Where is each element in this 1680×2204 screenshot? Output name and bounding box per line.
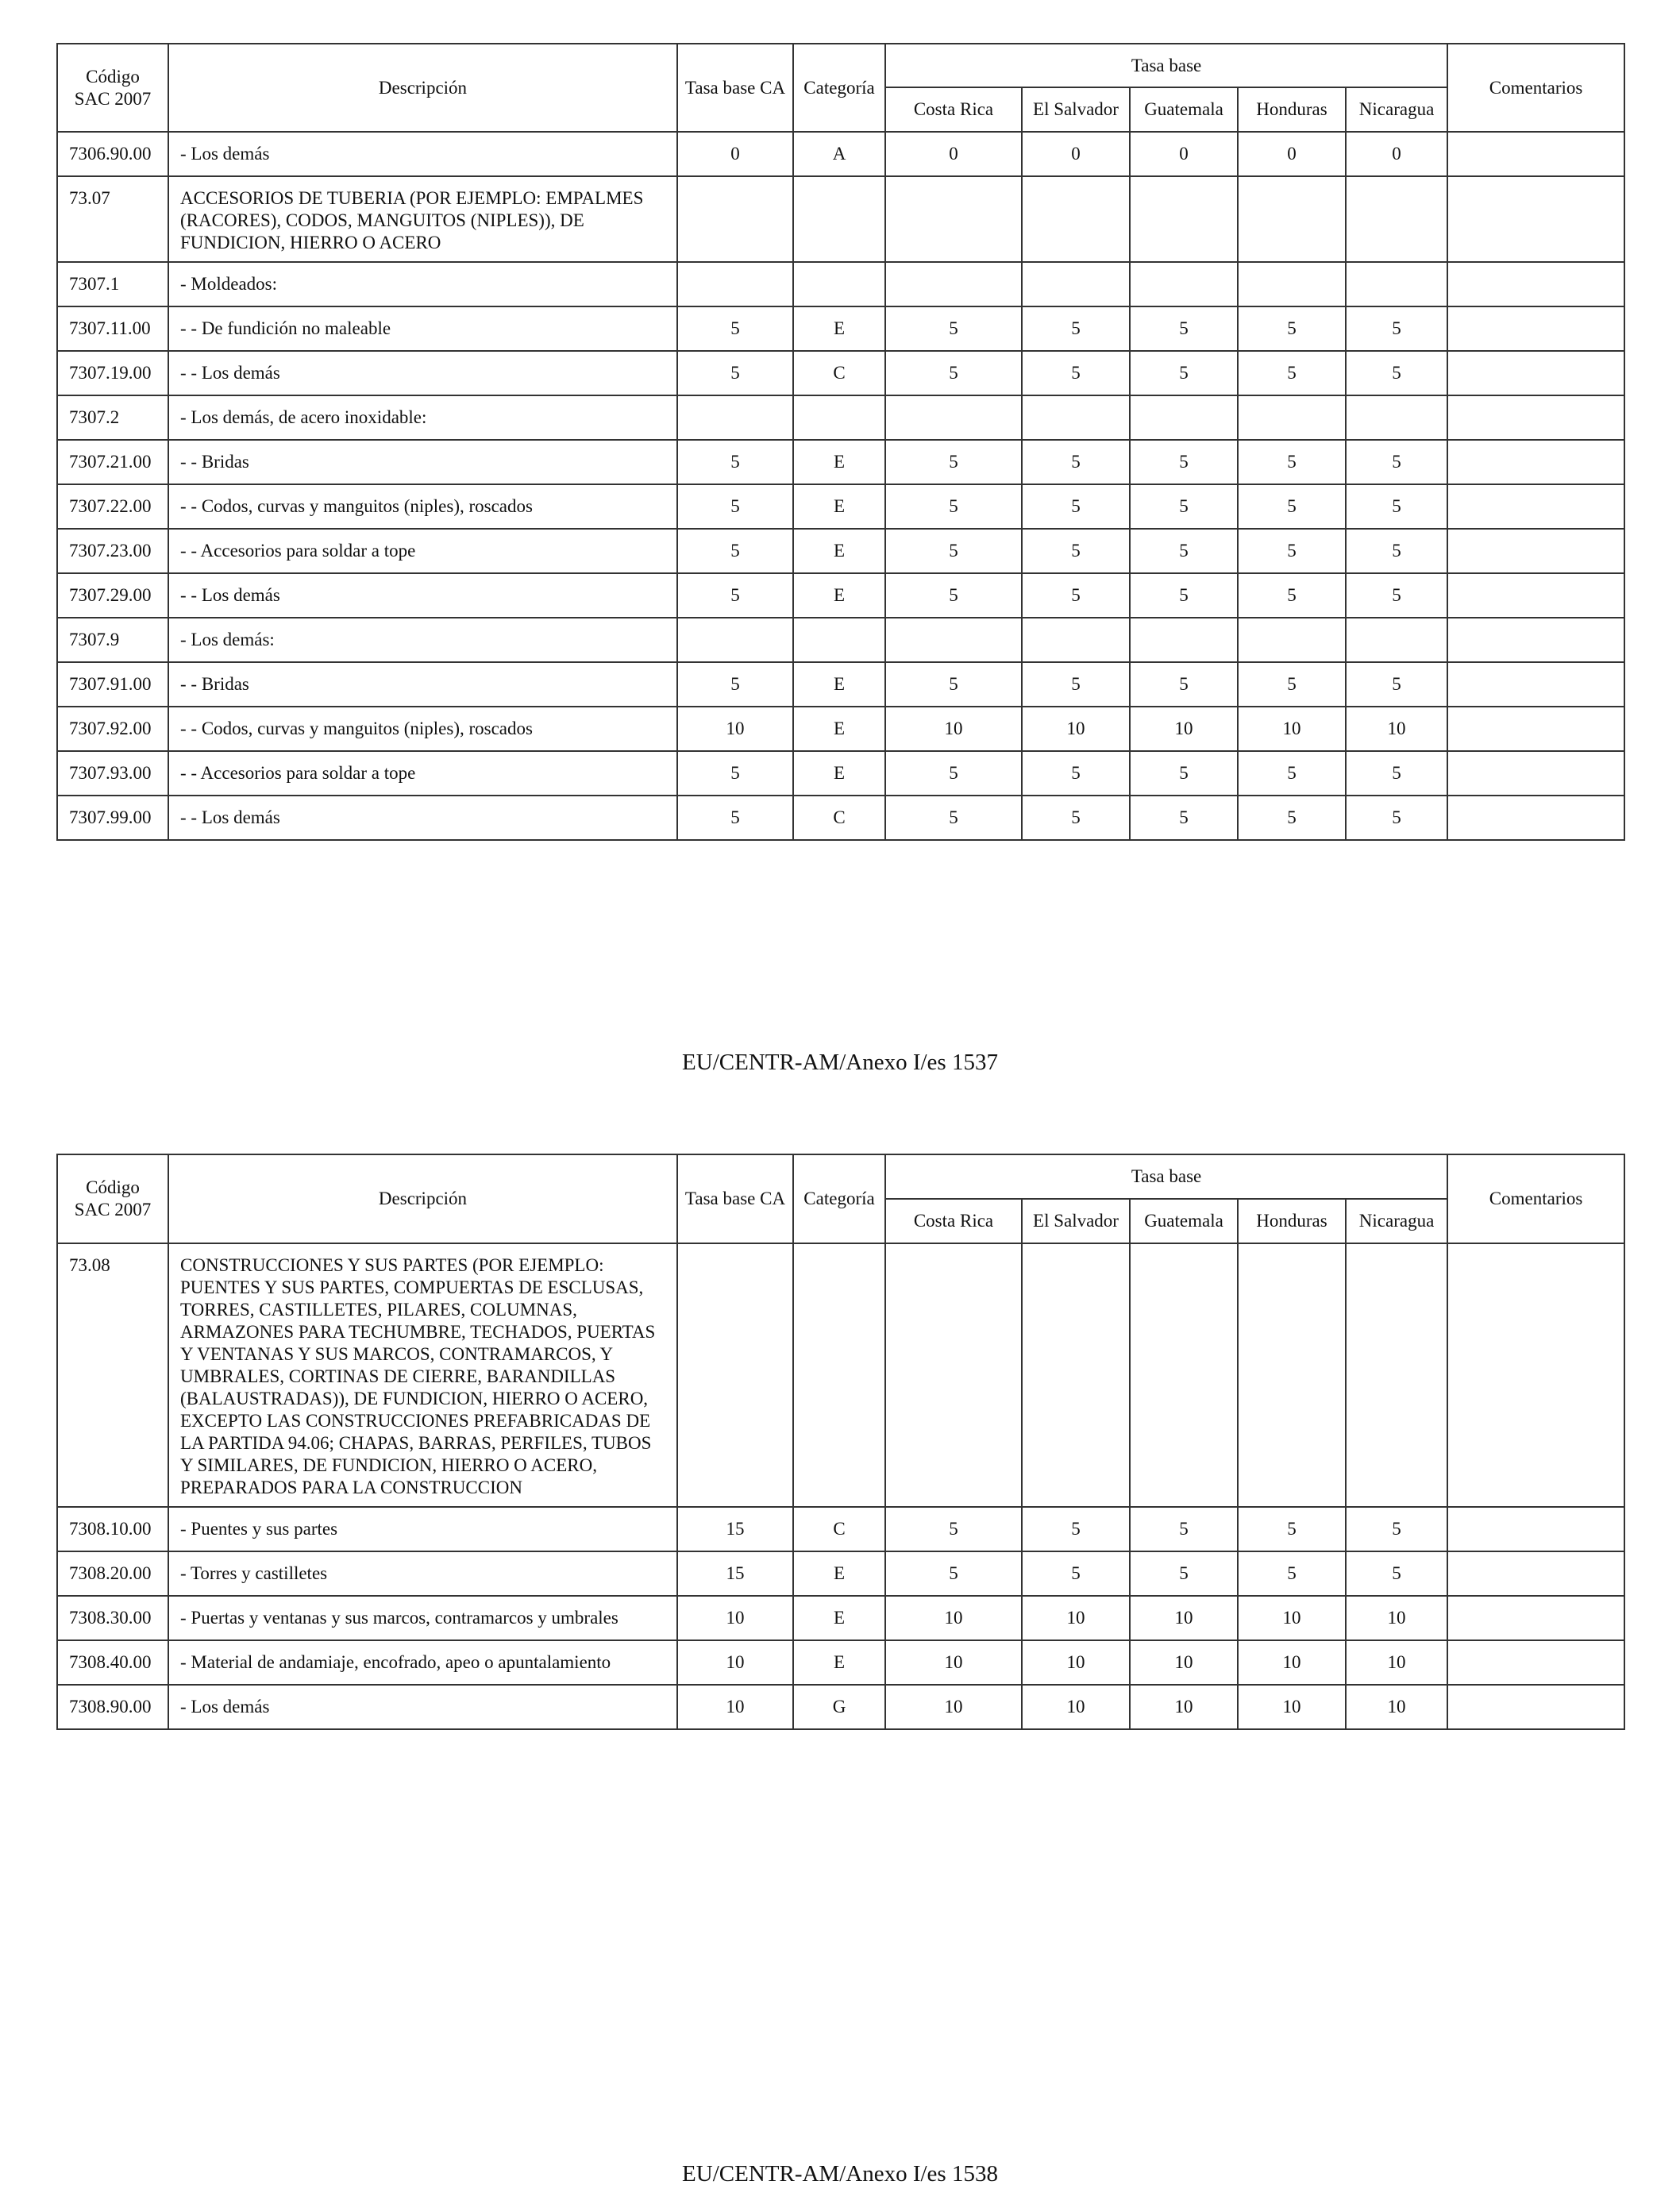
rate-cell-el-salvador: 5 [1022, 529, 1130, 573]
rate-cell-costa-rica: 5 [885, 440, 1022, 484]
tariff-code: 7307.21.00 [57, 440, 168, 484]
table-row [57, 573, 1624, 618]
rate-cell-honduras: 5 [1238, 662, 1346, 707]
category-cell: E [793, 573, 885, 618]
rate-cell-nicaragua [1346, 262, 1447, 306]
category-cell: E [793, 529, 885, 573]
rate-cell-honduras: 0 [1238, 132, 1346, 176]
rate-cell-el-salvador: 10 [1022, 707, 1130, 751]
description-cell: - Los demás [168, 132, 677, 176]
rate-cell-el-salvador: 5 [1022, 751, 1130, 796]
base-rate-ca-cell: 5 [677, 529, 793, 573]
base-rate-ca-cell: 0 [677, 132, 793, 176]
base-rate-ca-cell: 5 [677, 484, 793, 529]
tariff-code: 73.07 [57, 176, 168, 262]
comments-cell [1447, 529, 1624, 573]
rate-cell-costa-rica: 10 [885, 1640, 1022, 1685]
rate-cell-el-salvador: 0 [1022, 132, 1130, 176]
col-header-country: Nicaragua [1346, 87, 1447, 132]
table-row [57, 529, 1624, 573]
rate-cell-guatemala: 0 [1130, 132, 1238, 176]
col-header-code: Código SAC 2007 [57, 1154, 168, 1243]
rate-cell-honduras: 10 [1238, 1685, 1346, 1729]
description-cell: - Torres y castilletes [168, 1551, 677, 1596]
col-header-country: Honduras [1238, 1199, 1346, 1243]
rate-cell-guatemala: 5 [1130, 751, 1238, 796]
rate-cell-guatemala [1130, 1243, 1238, 1507]
rate-cell-costa-rica [885, 618, 1022, 662]
col-header-base-rate: Tasa base [885, 1154, 1447, 1199]
base-rate-ca-cell: 5 [677, 351, 793, 395]
rate-cell-honduras [1238, 618, 1346, 662]
rate-cell-honduras [1238, 1243, 1346, 1507]
rate-cell-nicaragua: 5 [1346, 484, 1447, 529]
rate-cell-honduras: 5 [1238, 751, 1346, 796]
rate-cell-nicaragua [1346, 176, 1447, 262]
description-cell: - Los demás [168, 1685, 677, 1729]
rate-cell-guatemala [1130, 176, 1238, 262]
category-cell: E [793, 707, 885, 751]
tariff-code: 7308.90.00 [57, 1685, 168, 1729]
rate-cell-nicaragua: 5 [1346, 751, 1447, 796]
table-row [57, 796, 1624, 840]
comments-cell [1447, 306, 1624, 351]
table-row [57, 306, 1624, 351]
tariff-code: 7307.19.00 [57, 351, 168, 395]
rate-cell-el-salvador: 5 [1022, 662, 1130, 707]
rate-cell-el-salvador: 5 [1022, 484, 1130, 529]
table-row [57, 262, 1624, 306]
rate-cell-costa-rica: 0 [885, 132, 1022, 176]
base-rate-ca-cell: 10 [677, 707, 793, 751]
col-header-category: Categoría [793, 44, 885, 132]
comments-cell [1447, 484, 1624, 529]
col-header-country: Guatemala [1130, 1199, 1238, 1243]
tariff-code: 7306.90.00 [57, 132, 168, 176]
rate-cell-nicaragua [1346, 618, 1447, 662]
rate-cell-nicaragua [1346, 1243, 1447, 1507]
base-rate-ca-cell [677, 395, 793, 440]
description-cell: - Moldeados: [168, 262, 677, 306]
description-cell: - Puertas y ventanas y sus marcos, contramarcos y umbrales [168, 1596, 677, 1640]
tariff-table-1538 [56, 1154, 1625, 1730]
base-rate-ca-cell: 5 [677, 662, 793, 707]
rate-cell-nicaragua: 5 [1346, 662, 1447, 707]
rate-cell-nicaragua: 5 [1346, 351, 1447, 395]
tariff-code: 7307.2 [57, 395, 168, 440]
rate-cell-costa-rica: 10 [885, 707, 1022, 751]
tariff-code: 7307.1 [57, 262, 168, 306]
col-header-base-rate: Tasa base [885, 44, 1447, 87]
page-footer: EU/CENTR-AM/Anexo I/es 1537 [682, 1050, 998, 1075]
rate-cell-costa-rica: 5 [885, 1551, 1022, 1596]
rate-cell-el-salvador: 10 [1022, 1640, 1130, 1685]
category-cell [793, 618, 885, 662]
tariff-code: 7307.11.00 [57, 306, 168, 351]
col-header-description: Descripción [168, 1154, 677, 1243]
comments-cell [1447, 351, 1624, 395]
comments-cell [1447, 618, 1624, 662]
tariff-code: 7308.10.00 [57, 1507, 168, 1551]
comments-cell [1447, 1243, 1624, 1507]
rate-cell-guatemala [1130, 395, 1238, 440]
table-row [57, 1243, 1624, 1507]
table-row [57, 1551, 1624, 1596]
category-cell: E [793, 1596, 885, 1640]
category-cell: C [793, 796, 885, 840]
tariff-code: 7307.91.00 [57, 662, 168, 707]
rate-cell-nicaragua: 10 [1346, 1596, 1447, 1640]
table-row [57, 484, 1624, 529]
comments-cell [1447, 662, 1624, 707]
rate-cell-costa-rica: 5 [885, 662, 1022, 707]
base-rate-ca-cell: 15 [677, 1551, 793, 1596]
description-cell: - Material de andamiaje, encofrado, apeo o apuntalamiento [168, 1640, 677, 1685]
base-rate-ca-cell [677, 176, 793, 262]
category-cell [793, 176, 885, 262]
rate-cell-guatemala: 10 [1130, 1596, 1238, 1640]
rate-cell-el-salvador: 10 [1022, 1685, 1130, 1729]
category-cell: E [793, 751, 885, 796]
description-cell: - - Accesorios para soldar a tope [168, 751, 677, 796]
col-header-country: Costa Rica [885, 1199, 1022, 1243]
rate-cell-nicaragua: 10 [1346, 1640, 1447, 1685]
col-header-base-rate-ca: Tasa base CA [677, 44, 793, 132]
table-row [57, 395, 1624, 440]
category-cell: E [793, 1551, 885, 1596]
rate-cell-guatemala: 5 [1130, 484, 1238, 529]
col-header-base-rate-ca: Tasa base CA [677, 1154, 793, 1243]
comments-cell [1447, 176, 1624, 262]
category-cell: C [793, 1507, 885, 1551]
category-cell: E [793, 306, 885, 351]
table-row [57, 707, 1624, 751]
rate-cell-honduras: 10 [1238, 1596, 1346, 1640]
rate-cell-nicaragua: 5 [1346, 573, 1447, 618]
rate-cell-costa-rica: 5 [885, 484, 1022, 529]
col-header-country: Costa Rica [885, 87, 1022, 132]
tariff-code: 73.08 [57, 1243, 168, 1507]
comments-cell [1447, 796, 1624, 840]
rate-cell-honduras: 5 [1238, 1551, 1346, 1596]
description-cell: - - Codos, curvas y manguitos (niples), roscados [168, 707, 677, 751]
table-row [57, 1640, 1624, 1685]
page-footer: EU/CENTR-AM/Anexo I/es 1538 [682, 2161, 998, 2187]
rate-cell-costa-rica: 5 [885, 306, 1022, 351]
col-header-category: Categoría [793, 1154, 885, 1243]
tariff-code: 7308.30.00 [57, 1596, 168, 1640]
col-header-comments: Comentarios [1447, 1154, 1624, 1243]
col-header-code: Código SAC 2007 [57, 44, 168, 132]
rate-cell-guatemala: 5 [1130, 1551, 1238, 1596]
description-cell: - - Bridas [168, 440, 677, 484]
rate-cell-el-salvador: 5 [1022, 1507, 1130, 1551]
rate-cell-guatemala: 5 [1130, 796, 1238, 840]
table-row [57, 1685, 1624, 1729]
description-cell: - Puentes y sus partes [168, 1507, 677, 1551]
rate-cell-honduras [1238, 262, 1346, 306]
base-rate-ca-cell: 5 [677, 796, 793, 840]
base-rate-ca-cell [677, 618, 793, 662]
comments-cell [1447, 132, 1624, 176]
description-cell: CONSTRUCCIONES Y SUS PARTES (POR EJEMPLO: PUENTES Y SUS PARTES, COMPUERTAS DE ESCLUSAS, TORRES, CASTILLETES, PILARES, COLUMNAS, ARMAZONES PARA TECHUMBRE, TECHADOS, PUERTAS Y VENTANAS Y SUS MARCOS, CONTRAMARCOS, Y UMBRALES, CORTINAS DE CIERRE, BARANDILLAS (BALAUSTRADAS)), DE FUNDICION, HIERRO O ACERO, EXCEPTO LAS CONSTRUCCIONES PREFABRICADAS DE LA PARTIDA 94.06; CHAPAS, BARRAS, PERFILES, TUBOS Y SIMILARES, DE FUNDICION, HIERRO O ACERO, PREPARADOS PARA LA CONSTRUCCION [168, 1243, 677, 1507]
rate-cell-el-salvador [1022, 395, 1130, 440]
rate-cell-guatemala: 10 [1130, 1685, 1238, 1729]
rate-cell-honduras [1238, 395, 1346, 440]
base-rate-ca-cell: 5 [677, 306, 793, 351]
col-header-country: El Salvador [1022, 1199, 1130, 1243]
comments-cell [1447, 1507, 1624, 1551]
rate-cell-honduras [1238, 176, 1346, 262]
rate-cell-costa-rica: 10 [885, 1685, 1022, 1729]
table-row [57, 176, 1624, 262]
comments-cell [1447, 1685, 1624, 1729]
table-row [57, 618, 1624, 662]
col-header-country: Nicaragua [1346, 1199, 1447, 1243]
rate-cell-nicaragua: 5 [1346, 1507, 1447, 1551]
category-cell: G [793, 1685, 885, 1729]
tariff-code: 7307.99.00 [57, 796, 168, 840]
tariff-code: 7307.22.00 [57, 484, 168, 529]
base-rate-ca-cell: 5 [677, 573, 793, 618]
tariff-code: 7307.93.00 [57, 751, 168, 796]
rate-cell-nicaragua: 5 [1346, 529, 1447, 573]
rate-cell-el-salvador: 5 [1022, 351, 1130, 395]
description-cell: - - Los demás [168, 573, 677, 618]
rate-cell-costa-rica: 5 [885, 751, 1022, 796]
rate-cell-costa-rica: 5 [885, 351, 1022, 395]
comments-cell [1447, 1596, 1624, 1640]
rate-cell-costa-rica: 10 [885, 1596, 1022, 1640]
rate-cell-costa-rica: 5 [885, 529, 1022, 573]
description-cell: - - Los demás [168, 351, 677, 395]
category-cell [793, 262, 885, 306]
base-rate-ca-cell [677, 1243, 793, 1507]
description-cell: - - Los demás [168, 796, 677, 840]
col-header-comments: Comentarios [1447, 44, 1624, 132]
rate-cell-el-salvador [1022, 262, 1130, 306]
description-cell: ACCESORIOS DE TUBERIA (POR EJEMPLO: EMPALMES (RACORES), CODOS, MANGUITOS (NIPLES)), DE FUNDICION, HIERRO O ACERO [168, 176, 677, 262]
rate-cell-el-salvador: 5 [1022, 1551, 1130, 1596]
table-row [57, 440, 1624, 484]
rate-cell-honduras: 5 [1238, 573, 1346, 618]
col-header-country: Guatemala [1130, 87, 1238, 132]
rate-cell-nicaragua: 5 [1346, 796, 1447, 840]
category-cell [793, 1243, 885, 1507]
base-rate-ca-cell: 10 [677, 1685, 793, 1729]
col-header-description: Descripción [168, 44, 677, 132]
col-header-country: El Salvador [1022, 87, 1130, 132]
rate-cell-guatemala: 5 [1130, 573, 1238, 618]
comments-cell [1447, 1551, 1624, 1596]
rate-cell-el-salvador [1022, 618, 1130, 662]
rate-cell-costa-rica [885, 176, 1022, 262]
rate-cell-el-salvador: 5 [1022, 440, 1130, 484]
category-cell: E [793, 440, 885, 484]
rate-cell-honduras: 5 [1238, 484, 1346, 529]
table-row [57, 1596, 1624, 1640]
comments-cell [1447, 707, 1624, 751]
rate-cell-nicaragua: 10 [1346, 1685, 1447, 1729]
description-cell: - Los demás: [168, 618, 677, 662]
comments-cell [1447, 751, 1624, 796]
rate-cell-costa-rica: 5 [885, 573, 1022, 618]
table-row [57, 132, 1624, 176]
rate-cell-costa-rica: 5 [885, 796, 1022, 840]
rate-cell-guatemala: 5 [1130, 1507, 1238, 1551]
rate-cell-costa-rica [885, 262, 1022, 306]
table-row [57, 351, 1624, 395]
description-cell: - - Accesorios para soldar a tope [168, 529, 677, 573]
table-row [57, 1507, 1624, 1551]
rate-cell-el-salvador: 5 [1022, 306, 1130, 351]
description-cell: - Los demás, de acero inoxidable: [168, 395, 677, 440]
tariff-code: 7307.92.00 [57, 707, 168, 751]
rate-cell-honduras: 5 [1238, 1507, 1346, 1551]
rate-cell-honduras: 10 [1238, 1640, 1346, 1685]
rate-cell-honduras: 5 [1238, 796, 1346, 840]
category-cell: C [793, 351, 885, 395]
rate-cell-guatemala: 5 [1130, 662, 1238, 707]
rate-cell-honduras: 5 [1238, 306, 1346, 351]
table-row [57, 662, 1624, 707]
rate-cell-guatemala: 5 [1130, 440, 1238, 484]
description-cell: - - Bridas [168, 662, 677, 707]
rate-cell-guatemala: 5 [1130, 529, 1238, 573]
rate-cell-nicaragua: 5 [1346, 306, 1447, 351]
table-row [57, 751, 1624, 796]
tariff-code: 7308.20.00 [57, 1551, 168, 1596]
comments-cell [1447, 1640, 1624, 1685]
category-cell: A [793, 132, 885, 176]
rate-cell-honduras: 5 [1238, 529, 1346, 573]
base-rate-ca-cell: 5 [677, 751, 793, 796]
rate-cell-guatemala: 5 [1130, 351, 1238, 395]
rate-cell-el-salvador: 5 [1022, 573, 1130, 618]
comments-cell [1447, 440, 1624, 484]
rate-cell-nicaragua: 5 [1346, 440, 1447, 484]
rate-cell-costa-rica: 5 [885, 1507, 1022, 1551]
base-rate-ca-cell [677, 262, 793, 306]
category-cell: E [793, 662, 885, 707]
rate-cell-nicaragua [1346, 395, 1447, 440]
tariff-code: 7307.29.00 [57, 573, 168, 618]
base-rate-ca-cell: 5 [677, 440, 793, 484]
category-cell [793, 395, 885, 440]
tariff-code: 7307.9 [57, 618, 168, 662]
tariff-table-1537 [56, 43, 1625, 841]
rate-cell-nicaragua: 0 [1346, 132, 1447, 176]
comments-cell [1447, 395, 1624, 440]
base-rate-ca-cell: 10 [677, 1596, 793, 1640]
base-rate-ca-cell: 10 [677, 1640, 793, 1685]
category-cell: E [793, 484, 885, 529]
rate-cell-el-salvador [1022, 176, 1130, 262]
rate-cell-guatemala [1130, 618, 1238, 662]
rate-cell-honduras: 5 [1238, 440, 1346, 484]
rate-cell-guatemala [1130, 262, 1238, 306]
description-cell: - - Codos, curvas y manguitos (niples), roscados [168, 484, 677, 529]
tariff-code: 7307.23.00 [57, 529, 168, 573]
rate-cell-costa-rica [885, 1243, 1022, 1507]
rate-cell-honduras: 10 [1238, 707, 1346, 751]
comments-cell [1447, 262, 1624, 306]
base-rate-ca-cell: 15 [677, 1507, 793, 1551]
rate-cell-el-salvador: 5 [1022, 796, 1130, 840]
rate-cell-costa-rica [885, 395, 1022, 440]
rate-cell-guatemala: 10 [1130, 1640, 1238, 1685]
rate-cell-nicaragua: 5 [1346, 1551, 1447, 1596]
rate-cell-el-salvador [1022, 1243, 1130, 1507]
description-cell: - - De fundición no maleable [168, 306, 677, 351]
category-cell: E [793, 1640, 885, 1685]
rate-cell-honduras: 5 [1238, 351, 1346, 395]
rate-cell-el-salvador: 10 [1022, 1596, 1130, 1640]
rate-cell-nicaragua: 10 [1346, 707, 1447, 751]
tariff-code: 7308.40.00 [57, 1640, 168, 1685]
rate-cell-guatemala: 10 [1130, 707, 1238, 751]
comments-cell [1447, 573, 1624, 618]
rate-cell-guatemala: 5 [1130, 306, 1238, 351]
col-header-country: Honduras [1238, 87, 1346, 132]
